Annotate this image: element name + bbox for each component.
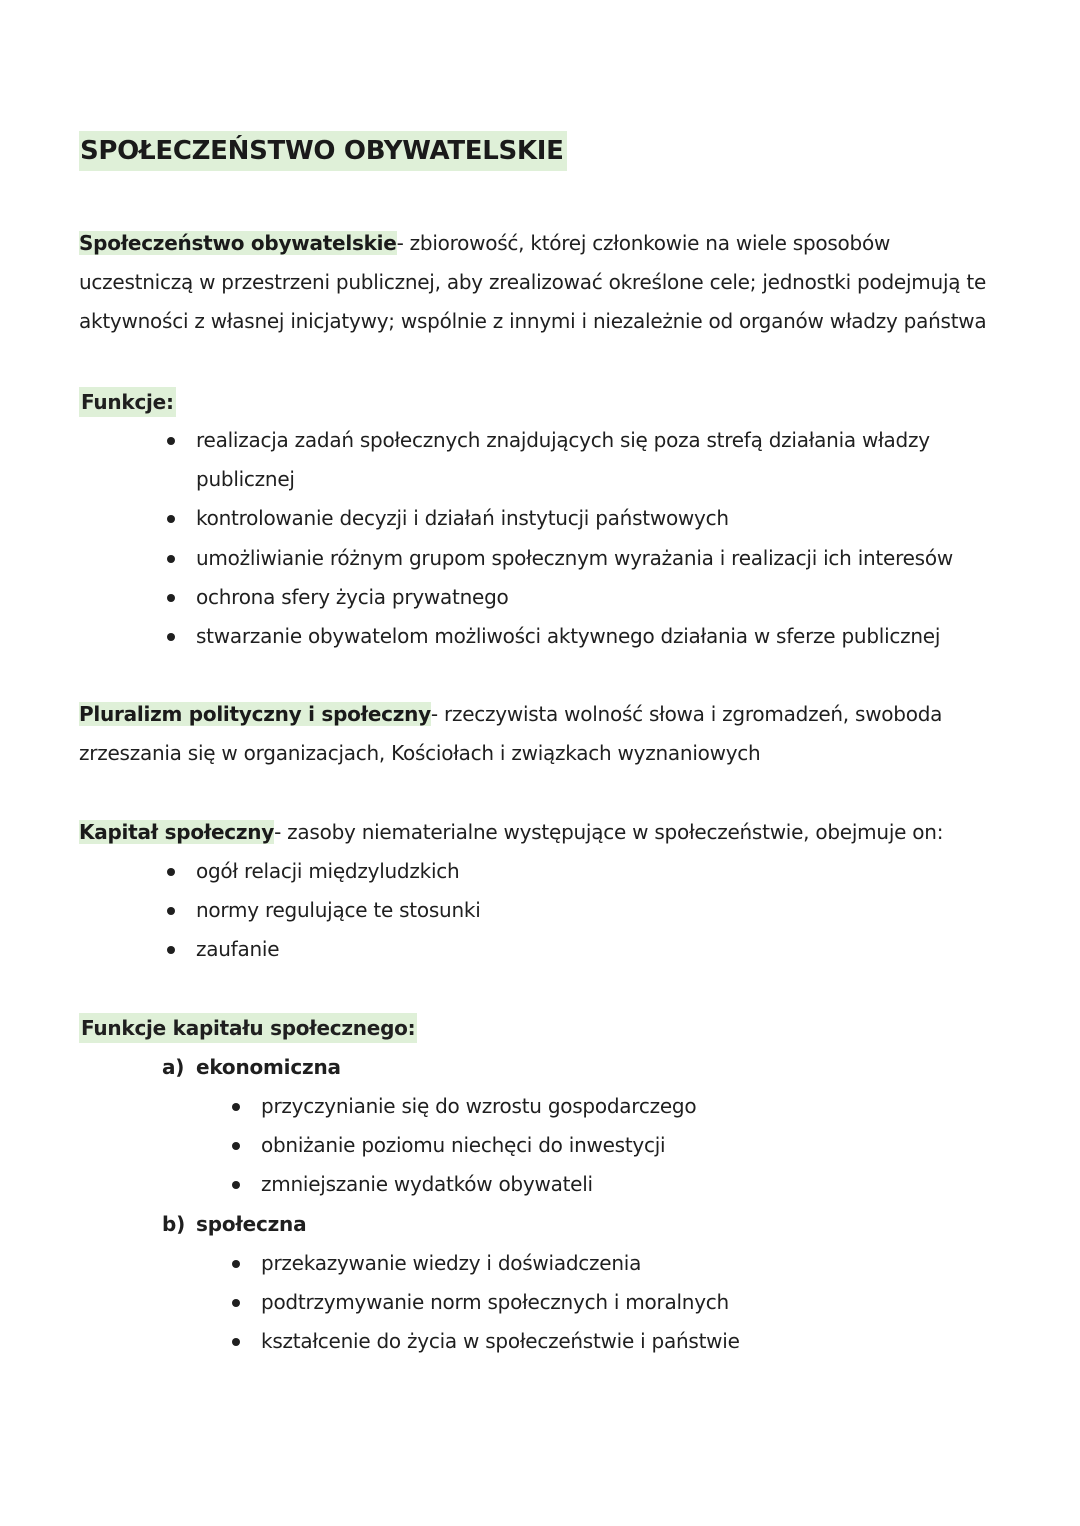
page-title: SPOŁECZEŃSTWO OBYWATELSKIE	[79, 131, 567, 171]
list-item: kontrolowanie decyzji i działań instytucji państwowych	[196, 499, 996, 538]
list-item: obniżanie poziomu niechęci do inwestycji	[261, 1126, 1001, 1165]
group-label: ekonomiczna	[196, 1055, 341, 1079]
civil-society-definition	[79, 224, 1009, 342]
list-item: stwarzanie obywatelom możliwości aktywnego działania w sferze publicznej	[196, 617, 996, 656]
list-item: zmniejszanie wydatków obywateli	[261, 1165, 1001, 1204]
civil-society-term: Społeczeństwo obywatelskie	[79, 231, 397, 255]
list-item: zaufanie	[196, 930, 996, 969]
social-list	[261, 1244, 1001, 1362]
list-item: podtrzymywanie norm społecznych i moralnych	[261, 1283, 1001, 1322]
functions-heading: Funkcje:	[79, 387, 176, 417]
social-capital-definition	[79, 813, 1009, 852]
list-item: przyczynianie się do wzrostu gospodarczego	[261, 1087, 1001, 1126]
social-capital-list	[196, 852, 996, 970]
pluralism-term: Pluralizm polityczny i społeczny	[79, 702, 431, 726]
group-economic	[162, 1048, 341, 1087]
social-capital-term: Kapitał społeczny	[79, 820, 275, 844]
pluralism-text: - rzeczywista wolność słowa i zgromadzeń, swoboda zrzeszania się w organizacjach, Kościołach i związkach wyznaniowych	[79, 702, 943, 766]
list-item: normy regulujące te stosunki	[196, 891, 996, 930]
social-capital-text: - zasoby niematerialne występujące w społeczeństwie, obejmuje on:	[274, 820, 944, 844]
list-item: ogół relacji międzyludzkich	[196, 852, 996, 891]
list-item: ochrona sfery życia prywatnego	[196, 578, 996, 617]
group-social	[162, 1205, 306, 1244]
group-marker: a)	[162, 1055, 185, 1079]
capital-functions-heading: Funkcje kapitału społecznego:	[79, 1013, 417, 1043]
list-item: umożliwianie różnym grupom społecznym wyrażania i realizacji ich interesów	[196, 539, 996, 578]
civil-society-text: - zbiorowość, której członkowie na wiele sposobów uczestniczą w przestrzeni publicznej, aby zrealizować określone cele; jednostki podejmują te aktywności z własnej inicjatywy; wspólnie z innymi i niezależnie od organów władzy państwa	[79, 231, 987, 334]
list-item: kształcenie do życia w społeczeństwie i państwie	[261, 1322, 1001, 1361]
group-marker: b)	[162, 1212, 186, 1236]
list-item: przekazywanie wiedzy i doświadczenia	[261, 1244, 1001, 1283]
functions-list	[196, 421, 996, 656]
economic-list	[261, 1087, 1001, 1205]
group-label: społeczna	[196, 1212, 307, 1236]
list-item: realizacja zadań społecznych znajdujących się poza strefą działania władzy publicznej	[196, 421, 996, 499]
pluralism-definition	[79, 695, 1009, 773]
